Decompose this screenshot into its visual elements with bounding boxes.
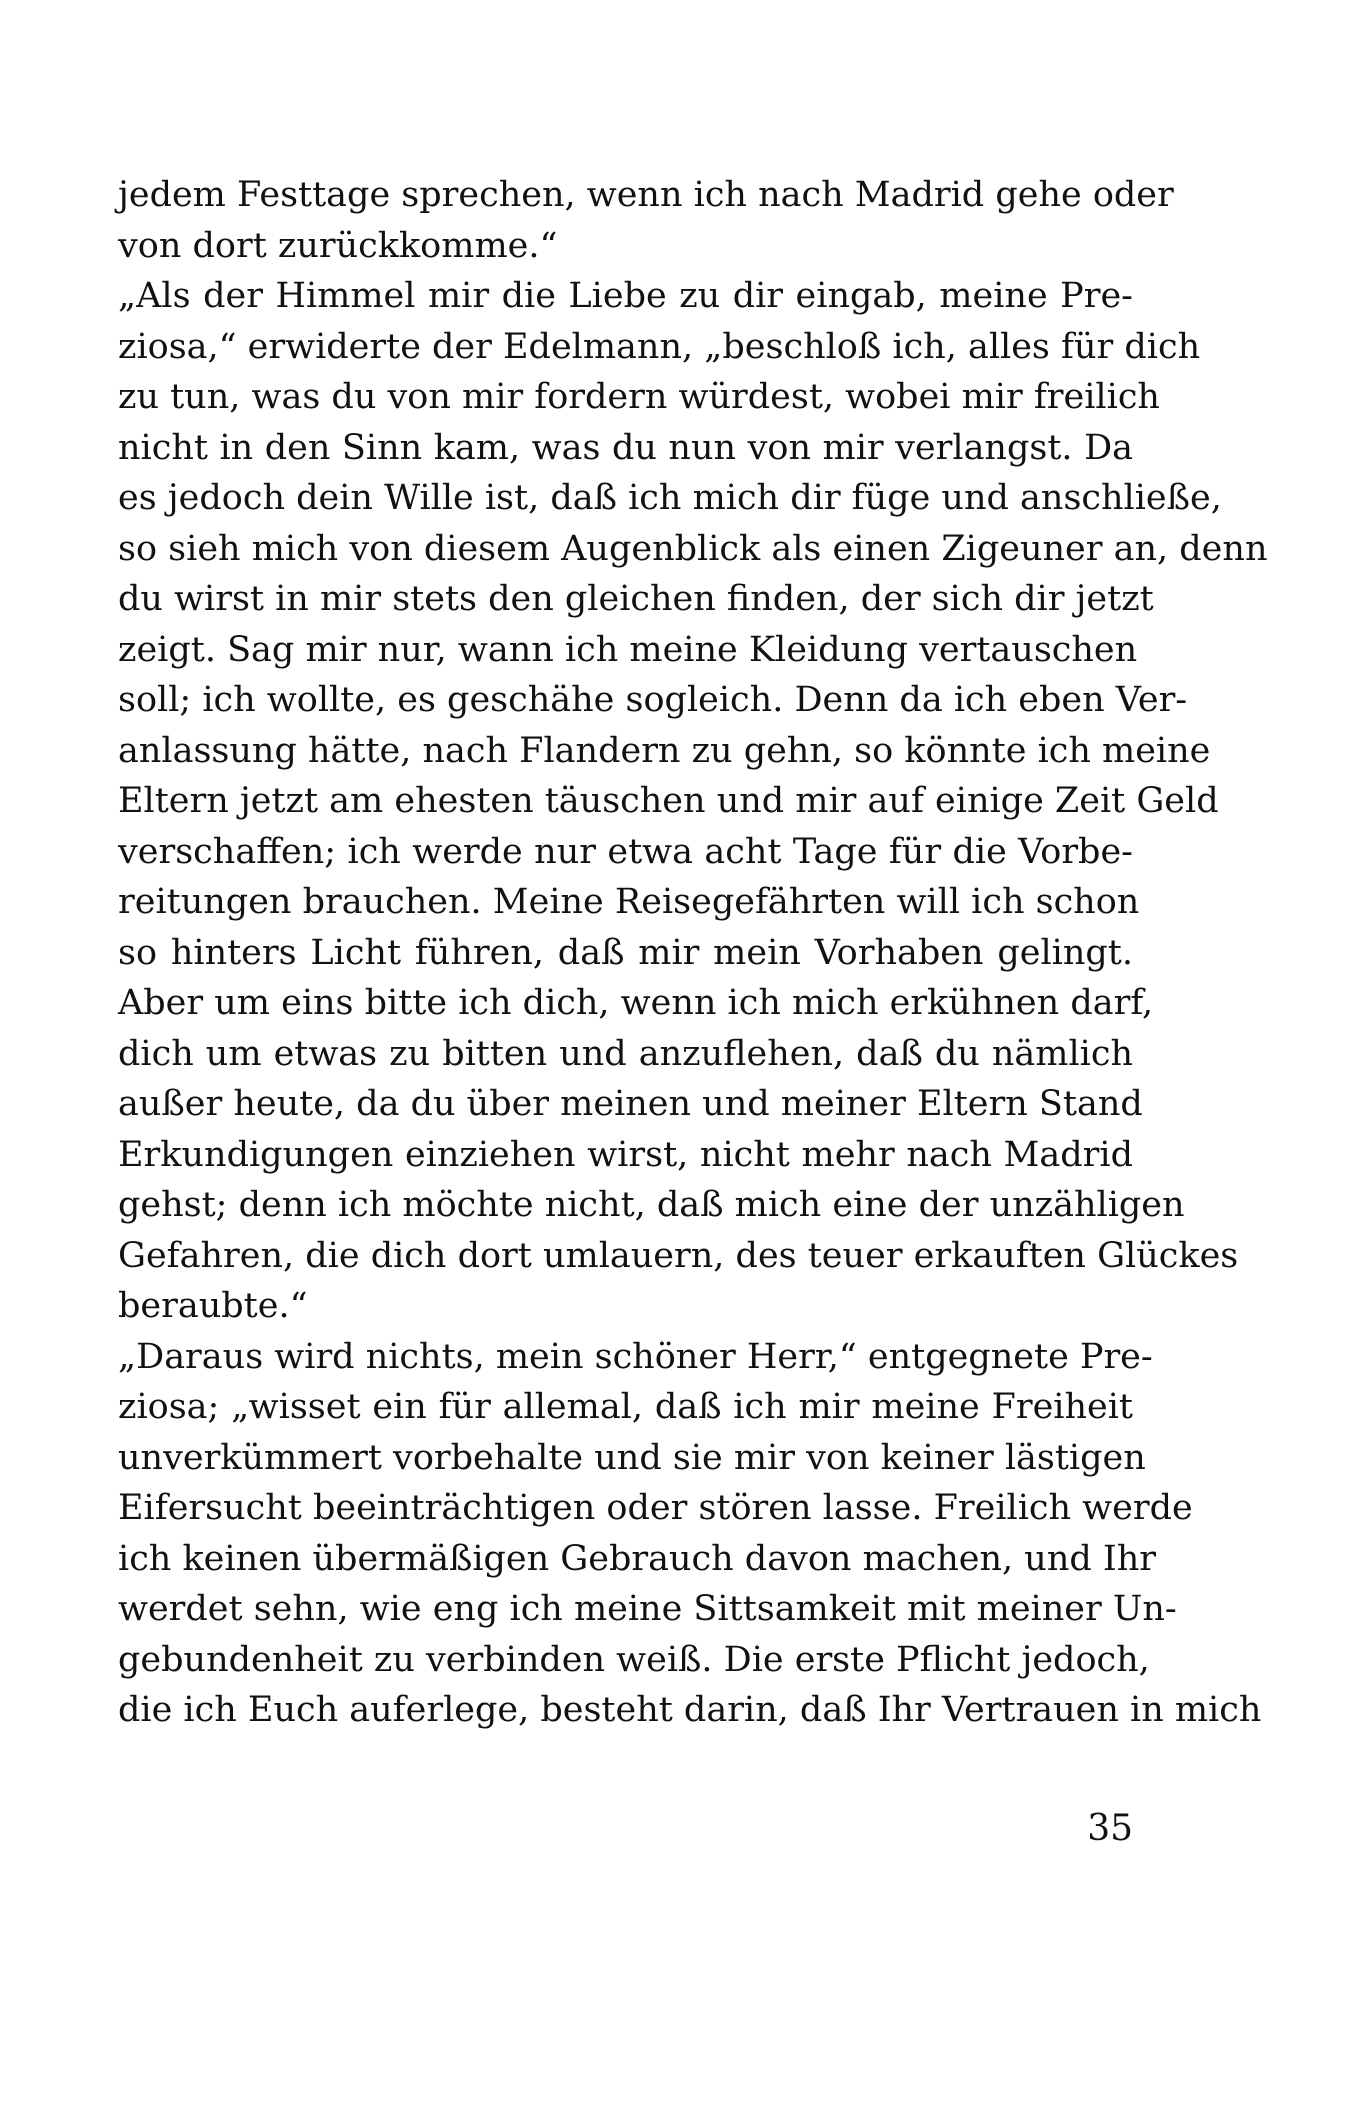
text-line: ziosa,“ erwiderte der Edelmann, „beschloß ich, alles für dich <box>118 326 1201 367</box>
text-line: dich um etwas zu bitten und anzuflehen, daß du nämlich <box>118 1033 1133 1074</box>
text-line: die ich Euch auferlege, besteht darin, daß Ihr Vertrauen in mich <box>118 1690 1262 1730</box>
text-line: nicht in den Sinn kam, was du nun von mir verlangst. Da <box>118 427 1133 468</box>
text-line: Erkundigungen einziehen wirst, nicht mehr nach Madrid <box>118 1134 1133 1175</box>
text-line: Eltern jetzt am ehesten täuschen und mir auf einige Zeit Geld <box>118 781 1219 821</box>
text-line: so hinters Licht führen, daß mir mein Vorhaben gelingt. <box>118 932 1133 973</box>
text-line: von dort zurückkomme.“ <box>118 225 558 266</box>
text-line: Aber um eins bitte ich dich, wenn ich mich erkühnen darf, <box>118 983 1154 1023</box>
text-line: beraubte.“ <box>118 1286 308 1326</box>
text-line: „Daraus wird nichts, mein schöner Herr,“ entgegnete Pre- <box>118 1336 1153 1377</box>
text-line: zeigt. Sag mir nur, wann ich meine Kleidung vertauschen <box>118 629 1138 670</box>
text-line: gebundenheit zu verbinden weiß. Die erste Pflicht jedoch, <box>118 1639 1150 1680</box>
text-line: werdet sehn, wie eng ich meine Sittsamkeit mit meiner Un- <box>118 1589 1177 1629</box>
text-line: anlassung hätte, nach Flandern zu gehn, so könnte ich meine <box>118 730 1211 771</box>
text-line: ziosa; „wisset ein für allemal, daß ich mir meine Freiheit <box>118 1387 1133 1427</box>
text-line: du wirst in mir stets den gleichen finden, der sich dir jetzt <box>118 579 1154 619</box>
text-line: soll; ich wollte, es geschähe sogleich. Denn da ich eben Ver- <box>118 680 1188 720</box>
text-line: gehst; denn ich möchte nicht, daß mich eine der unzähligen <box>118 1185 1185 1225</box>
body-text <box>118 170 1268 1736</box>
text-line: so sieh mich von diesem Augenblick als einen Zigeuner an, denn <box>118 528 1268 569</box>
text-line: zu tun, was du von mir fordern würdest, wobei mir freilich <box>118 377 1160 417</box>
page-number: 35 <box>1087 1808 1133 1849</box>
text-line: außer heute, da du über meinen und meiner Eltern Stand <box>118 1084 1143 1124</box>
text-line: Gefahren, die dich dort umlauern, des teuer erkauften Glückes <box>118 1235 1239 1276</box>
text-line: „Als der Himmel mir die Liebe zu dir eingab, meine Pre- <box>118 276 1133 316</box>
text-line: unverkümmert vorbehalte und sie mir von keiner lästigen <box>118 1437 1146 1478</box>
text-line: verschaffen; ich werde nur etwa acht Tage für die Vorbe- <box>118 831 1133 872</box>
text-line: Eifersucht beeinträchtigen oder stören lasse. Freilich werde <box>118 1488 1193 1528</box>
text-line: ich keinen übermäßigen Gebrauch davon machen, und Ihr <box>118 1538 1156 1579</box>
text-line: jedem Festtage sprechen, wenn ich nach Madrid gehe oder <box>118 175 1174 215</box>
text-line: reitungen brauchen. Meine Reisegefährten will ich schon <box>118 882 1140 922</box>
text-line: es jedoch dein Wille ist, daß ich mich dir füge und anschließe, <box>118 478 1222 518</box>
